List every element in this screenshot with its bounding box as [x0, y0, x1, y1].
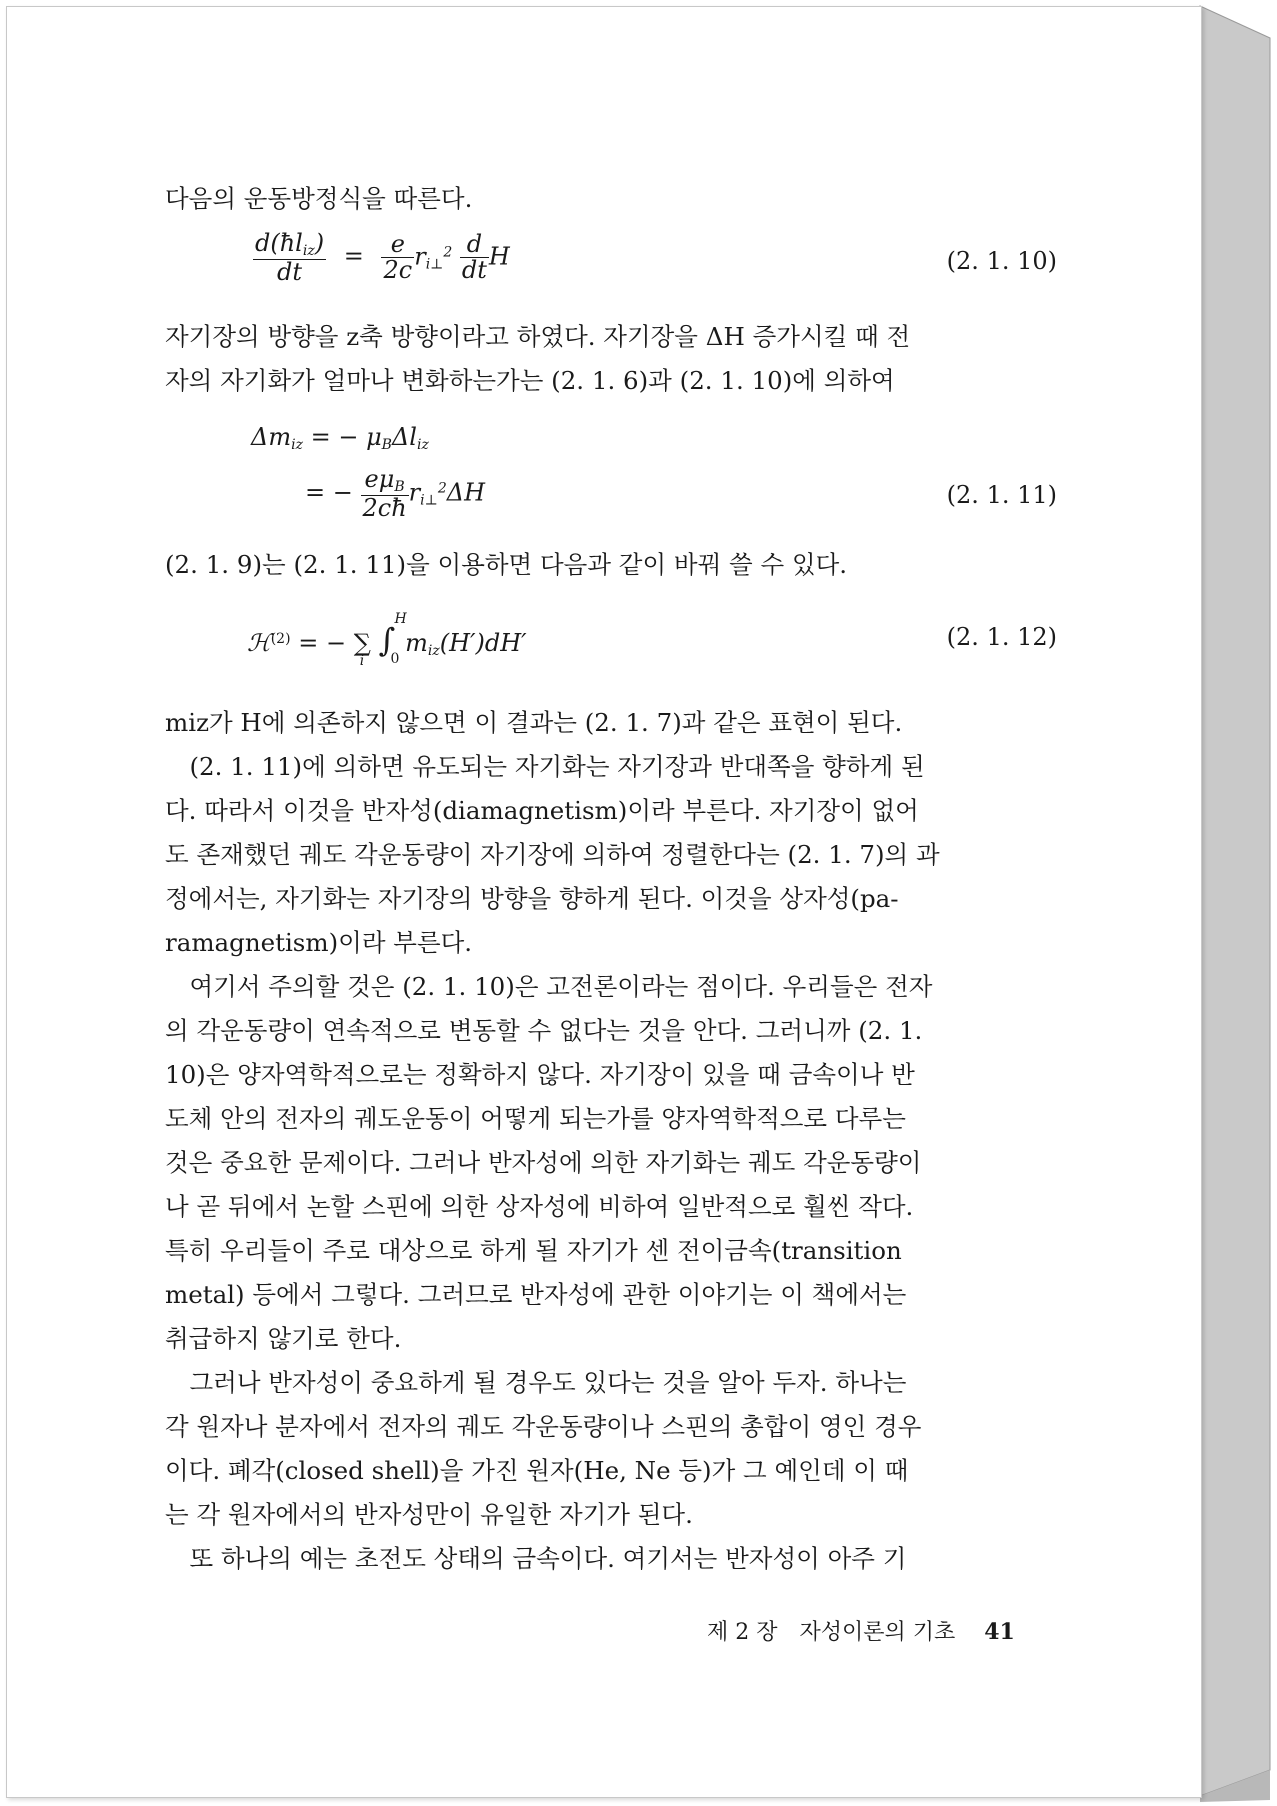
text-line: 또 하나의 예는 초전도 상태의 금속이다. 여기서는 반자성이 아주 기	[165, 1544, 907, 1573]
text-line: 정에서는, 자기화는 자기장의 방향을 향하게 된다. 이것을 상자성(pa-	[165, 884, 899, 913]
chapter-title: 제 2 장 자성이론의 기초	[707, 1620, 956, 1645]
page-number: 41	[984, 1619, 1015, 1645]
text-line: 취급하지 않기로 한다.	[165, 1324, 402, 1353]
text-line: ramagnetism)이라 부른다.	[165, 928, 473, 957]
text-line: 각 원자나 분자에서 전자의 궤도 각운동량이나 스핀의 총합이 영인 경우	[165, 1412, 922, 1441]
page-body	[165, 177, 1055, 1581]
text-line: 자의 자기화가 얼마나 변화하는가는 (2. 1. 6)과 (2. 1. 10)에 의하여	[165, 366, 895, 395]
text-line: (2. 1. 11)에 의하면 유도되는 자기화는 자기장과 반대쪽을 향하게 된	[165, 752, 925, 781]
fraction: $\frac{d}{dt}$	[461, 230, 487, 285]
text-line: (2. 1. 9)는 (2. 1. 11)을 이용하면 다음과 같이 바꿔 쓸 수 있다.	[165, 550, 848, 579]
equation-number: (2. 1. 10)	[946, 247, 1057, 275]
text-line: 것은 중요한 문제이다. 그러나 반자성에 의한 자기화는 궤도 각운동량이	[165, 1148, 922, 1177]
text-line: metal) 등에서 그렇다. 그러므로 반자성에 관한 이야기는 이 책에서는	[165, 1280, 907, 1309]
text-line: 이다. 폐각(closed shell)을 가진 원자(He, Ne 등)가 그 예인데 이 때	[165, 1456, 909, 1485]
equation-2-1-10: $\frac{d(ħl_{iz})}{dt}$ = $\frac{e}{2c}$ $r_{i\perp}^2$ $\frac{d}{dt}$ H (2. 1. 10)	[255, 229, 1057, 286]
text-line: miz가 H에 의존하지 않으면 이 결과는 (2. 1. 7)과 같은 표현이 된다.	[165, 708, 903, 737]
equation-2-1-11: $\Delta m_{iz}$ = − $\mu_B\Delta l_{iz}$ = − $\frac{e\mu_B}{2cħ}$ $r_{i\perp}^2\Delta H$ (2. 1. 11)	[251, 423, 1057, 522]
text-line: 그러나 반자성이 중요하게 될 경우도 있다는 것을 알아 두자. 하나는	[165, 1368, 907, 1397]
text-line: 도 존재했던 궤도 각운동량이 자기장에 의하여 정렬한다는 (2. 1. 7)의 과	[165, 840, 940, 869]
text-line: 특히 우리들이 주로 대상으로 하게 될 자기가 센 전이금속(transition	[165, 1236, 902, 1265]
equation-2-1-12: ℋ$^{(2)}$ = − ∑ i ∫ H 0 $m_{iz}(H')dH'$ (2. 1. 12)	[247, 611, 1057, 669]
page	[6, 6, 1202, 1798]
text-line: 는 각 원자에서의 반자성만이 유일한 자기가 된다.	[165, 1500, 693, 1529]
paragraph-block	[165, 701, 1055, 1581]
page-footer	[707, 1615, 1015, 1646]
text-line: 다음의 운동방정식을 따른다.	[165, 184, 473, 213]
equation-number: (2. 1. 11)	[946, 481, 1057, 509]
text-line: 다. 따라서 이것을 반자성(diamagnetism)이라 부른다. 자기장이 없어	[165, 796, 919, 825]
text-line: 의 각운동량이 연속적으로 변동할 수 없다는 것을 안다. 그러니까 (2. 1.	[165, 1016, 923, 1045]
text-line: 도체 안의 전자의 궤도운동이 어떻게 되는가를 양자역학적으로 다루는	[165, 1104, 906, 1133]
equation-number: (2. 1. 12)	[946, 623, 1057, 651]
text-line: 나 곧 뒤에서 논할 스핀에 의한 상자성에 비하여 일반적으로 훨씬 작다.	[165, 1192, 914, 1221]
fraction: $\frac{d(ħl_{iz})}{dt}$	[255, 229, 325, 286]
text-line: 10)은 양자역학적으로는 정확하지 않다. 자기장이 있을 때 금속이나 반	[165, 1060, 915, 1089]
fraction: $\frac{e\mu_B}{2cħ}$	[362, 465, 407, 522]
fraction: $\frac{e}{2c}$	[383, 230, 413, 285]
text-line: 여기서 주의할 것은 (2. 1. 10)은 고전론이라는 점이다. 우리들은 전자	[165, 972, 933, 1001]
text-line: 자기장의 방향을 z축 방향이라고 하였다. 자기장을 ΔH 증가시킬 때 전	[165, 322, 911, 351]
